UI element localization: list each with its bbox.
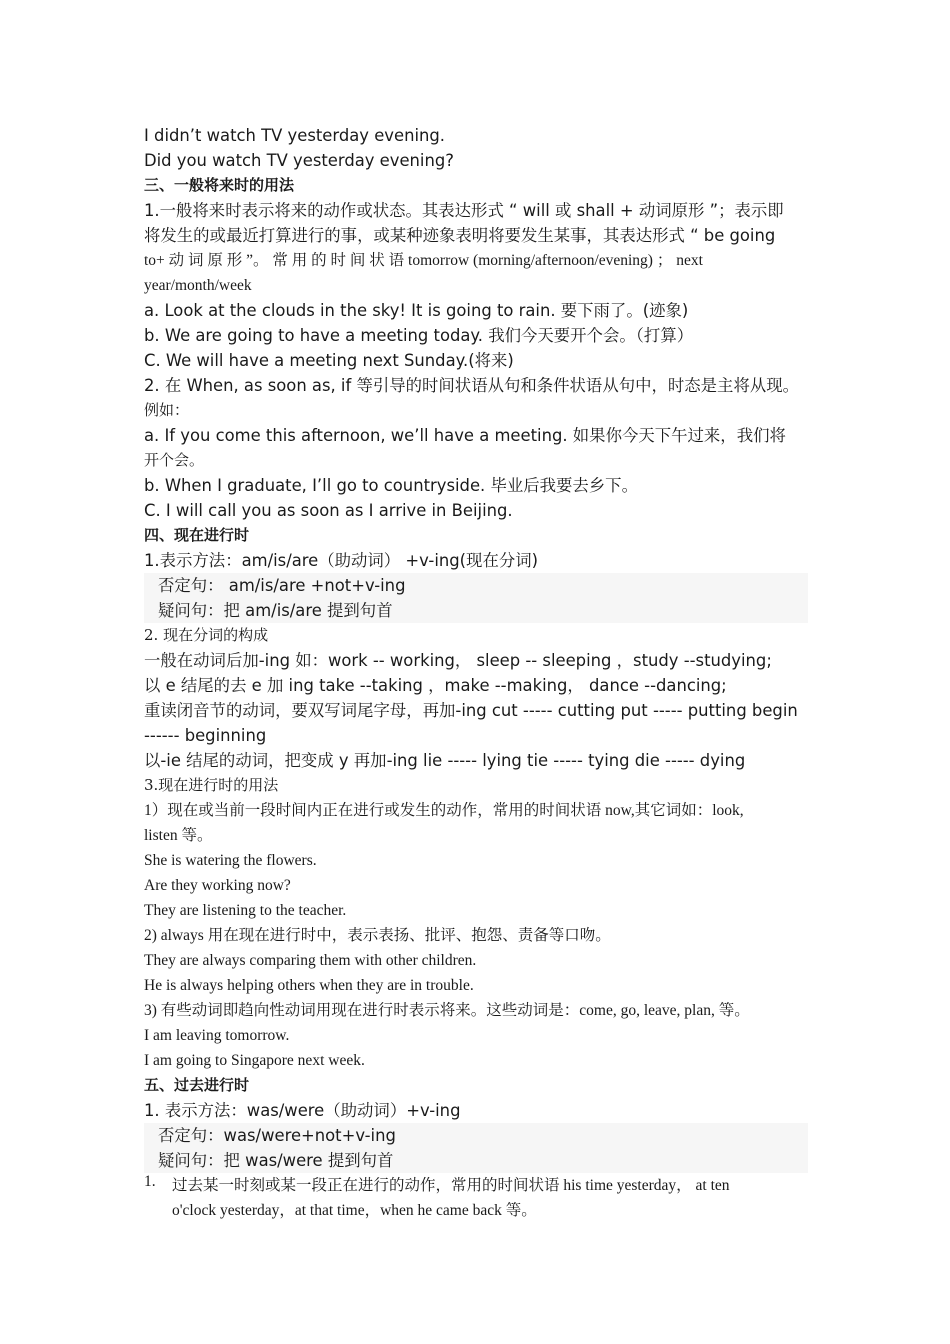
text-line: 2. 现在分词的构成 [144, 626, 269, 644]
text-line: They are always comparing them with other children. [144, 952, 477, 969]
text-line: C. We will have a meeting next Sunday.(将来) [144, 351, 514, 370]
text-line: 过去某一时刻或某一段正在进行的动作，常用的时间状语 his time yesterday， at ten [172, 1177, 730, 1194]
text-line: Did you watch TV yesterday evening? [144, 151, 454, 170]
section-heading: 三、一般将来时的用法 [144, 176, 295, 194]
text-line: They are listening to the teacher. [144, 902, 347, 919]
text-line: 疑问句：把 was/were 提到句首 [144, 1148, 808, 1173]
text-line: year/month/week [144, 277, 252, 294]
text-line: C. I will call you as soon as I arrive in Beijing. [144, 501, 513, 520]
text-line: 以 e 结尾的去 e 加 ing take --taking ，make --making， dance --dancing; [144, 676, 727, 695]
numbered-item [144, 1173, 808, 1223]
document-page [144, 123, 808, 1223]
text-line: 重读闭音节的动词，要双写词尾字母，再加-ing cut ----- cutting put ----- putting begin [144, 701, 798, 720]
text-line: 1）现在或当前一段时间内正在进行或发生的动作，常用的时间状语 now,其它词如：look, [144, 802, 744, 819]
text-line: 例如： [144, 401, 190, 419]
text-line: listen 等。 [144, 827, 213, 844]
section-heading: 四、现在进行时 [144, 526, 250, 544]
text-line: I am leaving tomorrow. [144, 1027, 290, 1044]
text-line: a. If you come this afternoon, we’ll have a meeting. 如果你今天下午过来，我们将 [144, 426, 786, 445]
text-line: b. When I graduate, I’ll go to countryside. 毕业后我要去乡下。 [144, 476, 638, 495]
list-number: 1. [144, 1173, 156, 1190]
text-line: o'clock yesterday，at that time，when he came back 等。 [172, 1202, 537, 1219]
text-line: 将发生的或最近打算进行的事，或某种迹象表明将要发生某事，其表达形式 “ be going [144, 226, 776, 245]
text-line: b. We are going to have a meeting today. 我们今天要开个会。（打算） [144, 326, 694, 345]
text-line: I am going to Singapore next week. [144, 1052, 365, 1069]
text-line: 否定句：was/were+not+v-ing [144, 1123, 808, 1148]
text-line: 疑问句：把 am/is/are 提到句首 [144, 598, 808, 623]
text-line: ------ beginning [144, 726, 267, 745]
section-heading: 五、过去进行时 [144, 1076, 250, 1094]
text-line: He is always helping others when they are in trouble. [144, 977, 474, 994]
text-line: 1.一般将来时表示将来的动作或状态。其表达形式 “ will 或 shall + 动词原形 ”；表示即 [144, 201, 784, 220]
text-line: 3.现在进行时的用法 [144, 776, 279, 794]
text-line: 以-ie 结尾的动词，把变成 y 再加-ing lie ----- lying tie ----- tying die ----- dying [144, 751, 746, 770]
text-line: Are they working now? [144, 877, 291, 894]
text-line: 开个会。 [144, 451, 205, 469]
text-line: 1.表示方法：am/is/are（助动词） +v-ing(现在分词) [144, 551, 539, 570]
text-line: 一般在动词后加-ing 如：work -- working， sleep -- sleeping ，study --studying; [144, 651, 772, 670]
text-line: to+ 动 词 原 形 ”。 常 用 的 时 间 状 语 tomorrow (morning/afternoon/evening) ； next [144, 252, 703, 269]
text-line: 2) always 用在现在进行时中，表示表扬、批评、抱怨、责备等口吻。 [144, 927, 611, 944]
text-line: She is watering the flowers. [144, 852, 317, 869]
text-line: 1. 表示方法：was/were（助动词）+v-ing [144, 1101, 461, 1120]
text-line: 否定句： am/is/are +not+v-ing [144, 573, 808, 598]
text-line: 3) 有些动词即趋向性动词用现在进行时表示将来。这些动词是：come, go, leave, plan, 等。 [144, 1002, 750, 1019]
text-line: a. Look at the clouds in the sky! It is going to rain. 要下雨了。(迹象) [144, 301, 689, 320]
text-line: 2. 在 When, as soon as, if 等引导的时间状语从句和条件状语从句中，时态是主将从现。 [144, 376, 800, 395]
text-line: I didn’t watch TV yesterday evening. [144, 126, 446, 145]
